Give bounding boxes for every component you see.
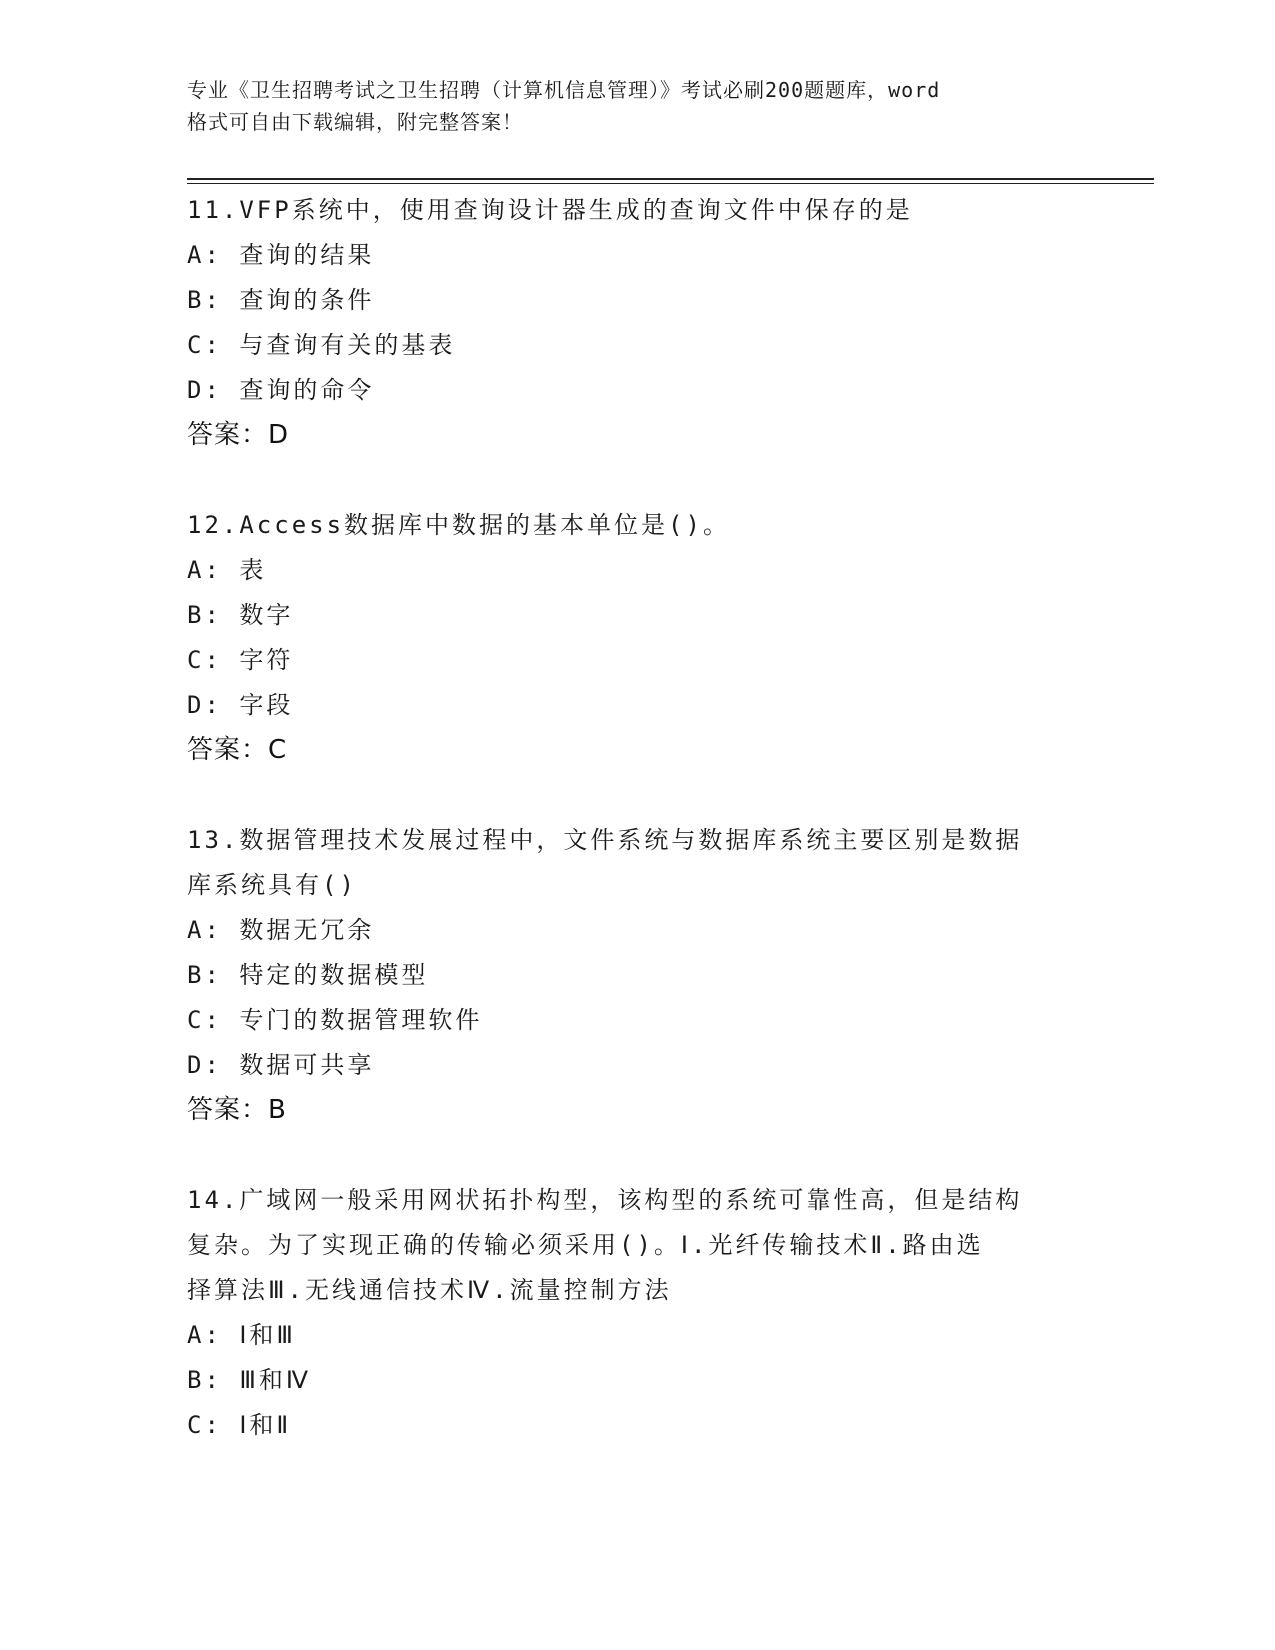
document-header	[187, 74, 1087, 138]
option-a: A: 表	[187, 556, 267, 584]
option-b: B: 特定的数据模型	[187, 961, 429, 989]
question-text: 11.VFP系统中，使用查询设计器生成的查询文件中保存的是	[187, 196, 913, 224]
option-b: B: Ⅲ和Ⅳ	[187, 1366, 312, 1394]
question-14	[187, 1178, 1087, 1448]
option-a: A: Ⅰ和Ⅲ	[187, 1321, 296, 1349]
answer-line: 答案：D	[187, 420, 290, 450]
question-text-line-1: 13.数据管理技术发展过程中，文件系统与数据库系统主要区别是数据	[187, 826, 1023, 854]
option-c: C: 专门的数据管理软件	[187, 1006, 483, 1034]
option-a: A: 查询的结果	[187, 241, 375, 269]
option-b: B: 查询的条件	[187, 286, 375, 314]
question-11	[187, 188, 1087, 458]
question-text-line-3: 择算法Ⅲ.无线通信技术Ⅳ.流量控制方法	[187, 1276, 672, 1304]
option-c: C: 字符	[187, 646, 294, 674]
question-text-line-1: 14.广域网一般采用网状拓扑构型，该构型的系统可靠性高，但是结构	[187, 1186, 1023, 1214]
answer-line: 答案：B	[187, 1095, 287, 1125]
header-line-2: 格式可自由下载编辑，附完整答案！	[187, 110, 523, 134]
question-13	[187, 818, 1087, 1133]
question-12	[187, 503, 1087, 773]
option-c: C: 与查询有关的基表	[187, 331, 456, 359]
header-divider-thin	[187, 183, 1154, 184]
option-c: C: Ⅰ和Ⅱ	[187, 1411, 292, 1439]
question-text-line-2: 库系统具有()	[187, 871, 357, 899]
header-line-1: 专业《卫生招聘考试之卫生招聘（计算机信息管理）》考试必刷200题题库，word	[187, 78, 941, 102]
question-text-line-2: 复杂。为了实现正确的传输必须采用()。Ⅰ.光纤传输技术Ⅱ.路由选	[187, 1231, 984, 1259]
option-d: D: 查询的命令	[187, 376, 375, 404]
option-d: D: 字段	[187, 691, 294, 719]
option-a: A: 数据无冗余	[187, 916, 375, 944]
question-text: 12.Access数据库中数据的基本单位是()。	[187, 511, 730, 539]
option-d: D: 数据可共享	[187, 1051, 375, 1079]
answer-line: 答案：C	[187, 735, 288, 765]
option-b: B: 数字	[187, 601, 294, 629]
header-divider-thick	[187, 178, 1154, 180]
